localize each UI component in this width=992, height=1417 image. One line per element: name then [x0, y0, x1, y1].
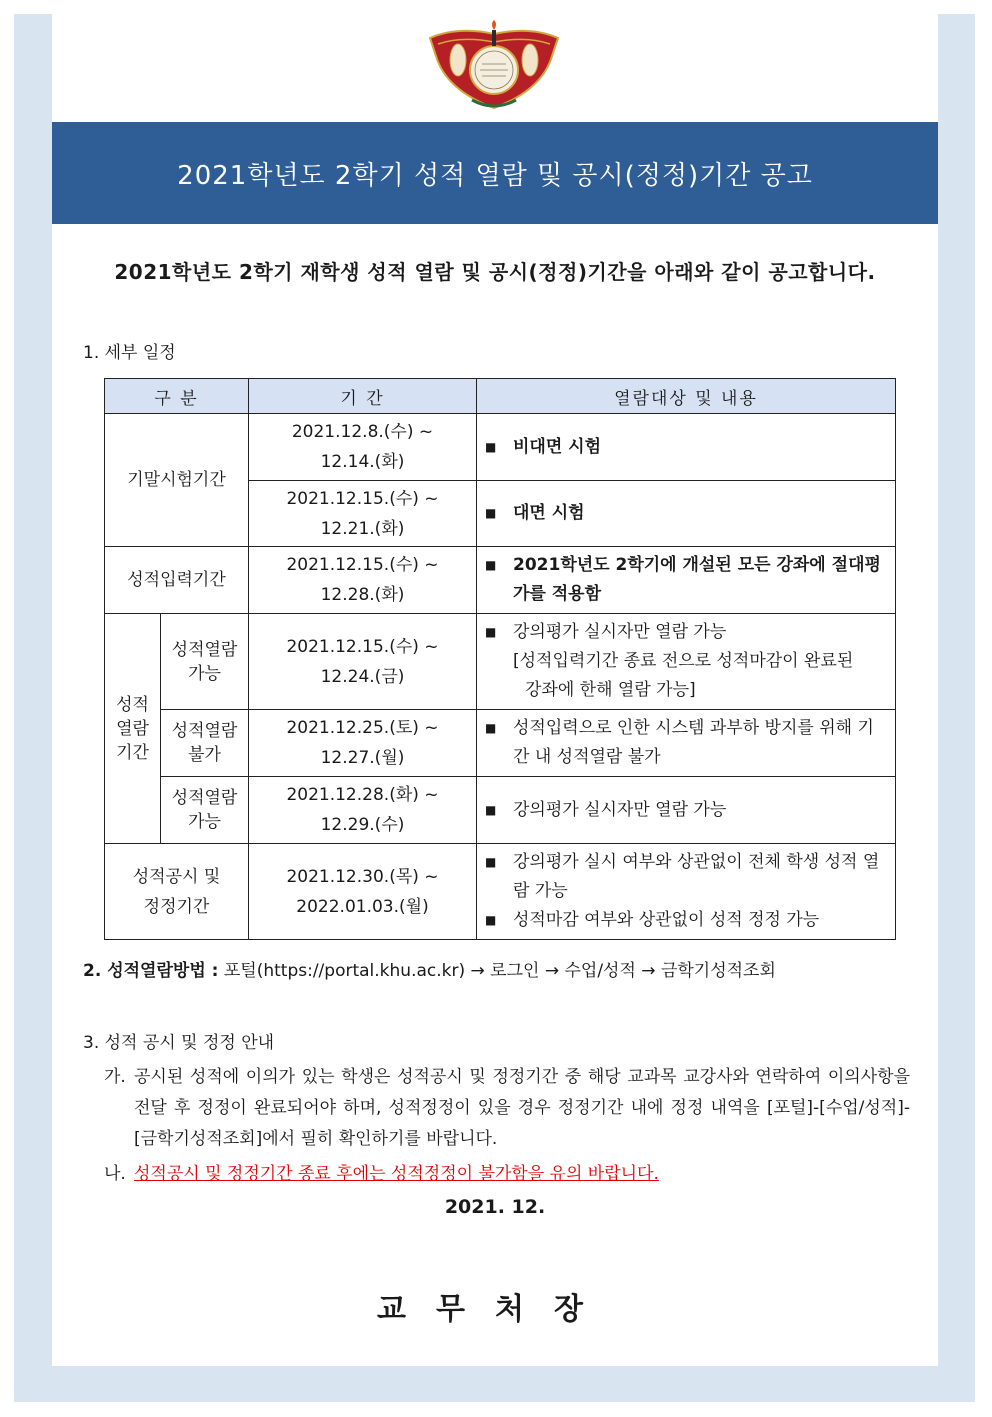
- intro-text: 2021학년도 2학기 재학생 성적 열람 및 공시(정정)기간을 아래와 같이 공고합니다.: [114, 260, 876, 284]
- period-end: 12.21.(화): [320, 518, 405, 539]
- bullet-square-icon: ■: [485, 721, 497, 735]
- notice-title: 2021학년도 2학기 성적 열람 및 공시(정정)기간 공고: [52, 122, 938, 224]
- notice-date: 2021. 12.: [444, 1196, 546, 1218]
- list-item: [104, 1062, 910, 1155]
- period-start: 2021.12.15.(수) ~: [286, 636, 439, 657]
- period-cell: [249, 414, 477, 481]
- university-emblem-icon: [422, 20, 566, 112]
- content-text: 강의평가 실시 여부와 상관없이 전체 학생 성적 열람 가능: [513, 852, 880, 901]
- sub-category-cell: [161, 614, 249, 710]
- exam-period-label: 기말시험기간: [105, 414, 249, 547]
- section-3-heading: 3. 성적 공시 및 정정 안내: [83, 1033, 275, 1053]
- bullet-square-icon: ■: [485, 558, 497, 572]
- section-3-body: [104, 1062, 910, 1190]
- section-1-heading: 1. 세부 일정: [83, 343, 176, 363]
- content-cell: [477, 844, 896, 940]
- group-label-line: 기간: [116, 742, 149, 763]
- table-row: [105, 547, 896, 614]
- period-end: 12.24.(금): [320, 666, 405, 687]
- period-end: 2022.01.03.(월): [296, 896, 429, 917]
- period-start: 2021.12.15.(수) ~: [286, 555, 439, 575]
- sub-category-line: 불가: [188, 745, 221, 765]
- period-start: 2021.12.25.(토) ~: [286, 718, 439, 738]
- signature: 교무처장: [377, 1292, 613, 1327]
- content-text: 비대면 시험: [513, 436, 602, 457]
- sub-category-line: 가능: [188, 812, 221, 832]
- label-line: 정정기간: [143, 896, 210, 917]
- period-cell: [249, 844, 477, 940]
- label-line: 성적공시 및: [132, 866, 221, 887]
- period-cell: [249, 547, 477, 614]
- sub-category-line: 성적열람: [171, 639, 238, 660]
- sub-category-cell: [161, 777, 249, 844]
- content-cell: [477, 547, 896, 614]
- bullet-square-icon: ■: [485, 802, 497, 817]
- table-row: [105, 614, 896, 710]
- period-cell: [249, 777, 477, 844]
- content-cell: [477, 710, 896, 777]
- item-marker: 가.: [104, 1067, 126, 1087]
- publish-correction-label: [105, 844, 249, 940]
- table-row: [105, 414, 896, 481]
- content-text: 대면 시험: [513, 503, 585, 523]
- period-cell: [249, 614, 477, 710]
- grade-input-label: 성적입력기간: [105, 547, 249, 614]
- content-cell: [477, 414, 896, 481]
- content-text: 2021학년도 2학기에 개설된 모든 강좌에 절대평가를 적용함: [513, 555, 881, 604]
- period-cell: [249, 481, 477, 547]
- sub-category-cell: [161, 710, 249, 777]
- header-content: 열람대상 및 내용: [477, 379, 896, 414]
- group-label-line: 성적: [116, 694, 149, 715]
- bullet-square-icon: ■: [485, 439, 497, 454]
- grade-view-group-label: [105, 614, 161, 844]
- bullet-square-icon: ■: [485, 855, 497, 869]
- period-end: 12.14.(화): [320, 452, 405, 472]
- table-row: [105, 844, 896, 940]
- list-item: [104, 1159, 910, 1190]
- sub-category-line: 성적열람: [171, 788, 238, 808]
- content-text: 성적입력으로 인한 시스템 과부하 방지를 위해 기간 내 성적열람 불가: [513, 718, 874, 767]
- portal-path-text: 포털(https://portal.khu.ac.kr) → 로그인 → 수업/성적 → 금학기성적조회: [223, 961, 776, 981]
- table-header-row: [105, 379, 896, 414]
- period-end: 12.27.(월): [320, 748, 405, 768]
- content-cell: [477, 481, 896, 547]
- schedule-table: [104, 378, 896, 940]
- warning-text: 성적공시 및 정정기간 종료 후에는 성적정정이 불가함을 유의 바랍니다.: [134, 1164, 659, 1184]
- period-start: 2021.12.28.(화) ~: [286, 785, 439, 805]
- content-note: [성적입력기간 종료 전으로 성적마감이 완료된: [513, 651, 854, 671]
- header-period: 기 간: [249, 379, 477, 414]
- header-category: 구 분: [105, 379, 249, 414]
- section-2: [83, 956, 776, 981]
- bullet-square-icon: ■: [485, 506, 497, 520]
- bullet-square-icon: ■: [485, 625, 497, 639]
- table-row: [105, 777, 896, 844]
- content-text: 강의평가 실시자만 열람 가능: [513, 622, 727, 642]
- content-text: 성적마감 여부와 상관없이 성적 정정 가능: [513, 910, 820, 930]
- period-start: 2021.12.30.(목) ~: [286, 866, 439, 887]
- period-start: 2021.12.8.(수) ~: [291, 422, 434, 442]
- content-cell: [477, 777, 896, 844]
- sub-category-line: 성적열람: [171, 721, 238, 741]
- group-label-line: 열람: [116, 718, 149, 739]
- item-marker: 나.: [104, 1164, 126, 1184]
- section-2-heading: 2. 성적열람방법 :: [83, 961, 219, 981]
- period-end: 12.29.(수): [320, 815, 405, 835]
- sub-category-line: 가능: [188, 663, 221, 684]
- content-text: 강의평가 실시자만 열람 가능: [513, 799, 727, 820]
- period-start: 2021.12.15.(수) ~: [286, 488, 439, 509]
- bullet-square-icon: ■: [485, 913, 497, 927]
- period-end: 12.28.(화): [320, 585, 405, 605]
- content-cell: [477, 614, 896, 710]
- item-text: 공시된 성적에 이의가 있는 학생은 성적공시 및 정정기간 중 해당 교과목 교강사와 연락하여 이의사항을 전달 후 정정이 완료되어야 하며, 성적정정이 있을 경우 정정기간 내에 정정 내역을 [포털]-[수업/성적]-[금학기성적조회]에서 필히 확인하기를 바랍니다.: [134, 1067, 910, 1149]
- period-cell: [249, 710, 477, 777]
- table-row: [105, 710, 896, 777]
- content-note: 강좌에 한해 열람 가능]: [525, 680, 696, 700]
